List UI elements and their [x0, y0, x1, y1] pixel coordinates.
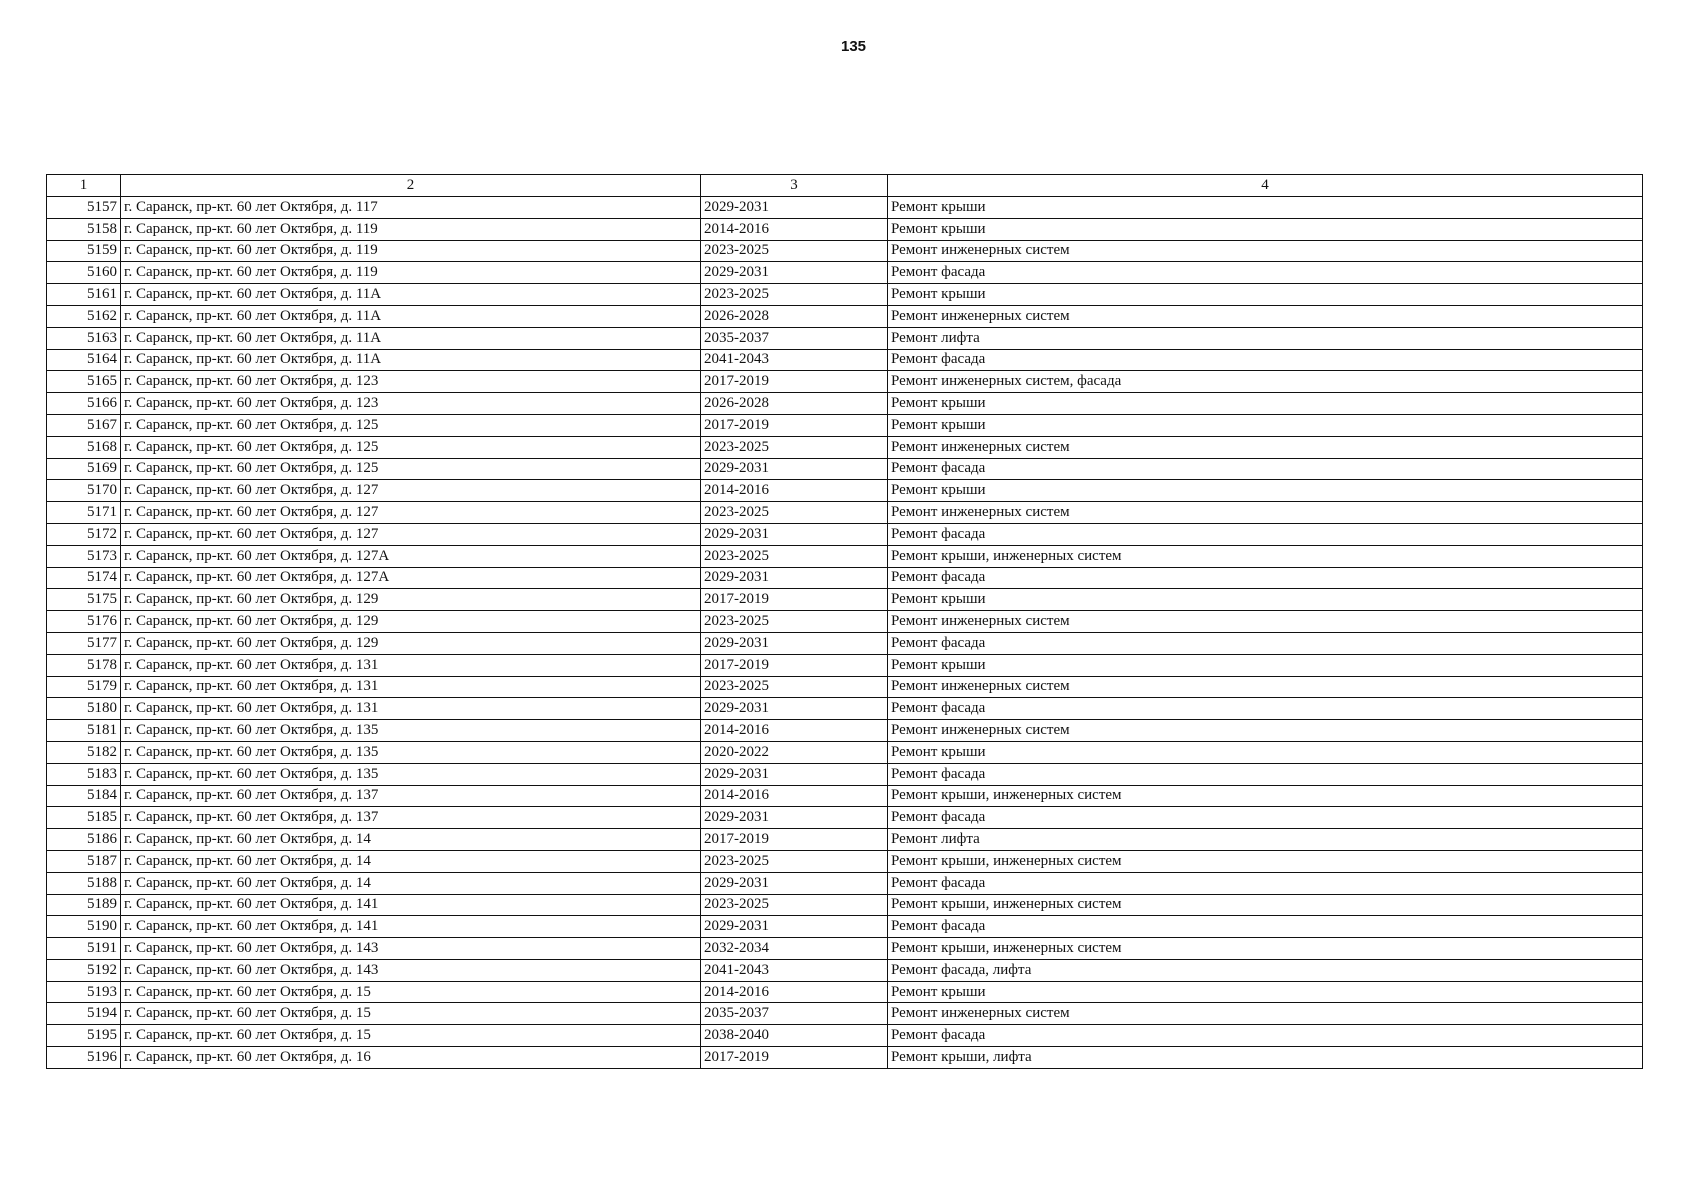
row-number: 5169: [47, 458, 121, 480]
address-cell: г. Саранск, пр-кт. 60 лет Октября, д. 137: [121, 785, 701, 807]
address-cell: г. Саранск, пр-кт. 60 лет Октября, д. 125: [121, 414, 701, 436]
period-cell: 2029-2031: [701, 698, 888, 720]
address-cell: г. Саранск, пр-кт. 60 лет Октября, д. 123: [121, 371, 701, 393]
work-type-cell: Ремонт фасада: [888, 567, 1643, 589]
table-row: [47, 741, 1643, 763]
period-cell: 2029-2031: [701, 197, 888, 219]
table-row: [47, 545, 1643, 567]
work-type-cell: Ремонт фасада: [888, 698, 1643, 720]
row-number: 5189: [47, 894, 121, 916]
period-cell: 2023-2025: [701, 502, 888, 524]
address-cell: г. Саранск, пр-кт. 60 лет Октября, д. 143: [121, 959, 701, 981]
address-cell: г. Саранск, пр-кт. 60 лет Октября, д. 127: [121, 523, 701, 545]
address-cell: г. Саранск, пр-кт. 60 лет Октября, д. 129: [121, 611, 701, 633]
address-cell: г. Саранск, пр-кт. 60 лет Октября, д. 131: [121, 676, 701, 698]
table-row: [47, 959, 1643, 981]
period-cell: 2038-2040: [701, 1025, 888, 1047]
table-row: [47, 262, 1643, 284]
work-type-cell: Ремонт фасада: [888, 807, 1643, 829]
address-cell: г. Саранск, пр-кт. 60 лет Октября, д. 141: [121, 916, 701, 938]
address-cell: г. Саранск, пр-кт. 60 лет Октября, д. 143: [121, 938, 701, 960]
work-type-cell: Ремонт инженерных систем: [888, 502, 1643, 524]
column-header-3: 3: [701, 175, 888, 197]
table-row: [47, 785, 1643, 807]
period-cell: 2029-2031: [701, 458, 888, 480]
period-cell: 2017-2019: [701, 1047, 888, 1069]
work-type-cell: Ремонт крыши: [888, 654, 1643, 676]
address-cell: г. Саранск, пр-кт. 60 лет Октября, д. 15: [121, 1025, 701, 1047]
period-cell: 2029-2031: [701, 807, 888, 829]
table-row: [47, 1025, 1643, 1047]
address-cell: г. Саранск, пр-кт. 60 лет Октября, д. 135: [121, 741, 701, 763]
row-number: 5171: [47, 502, 121, 524]
work-type-cell: Ремонт крыши, инженерных систем: [888, 545, 1643, 567]
work-type-cell: Ремонт фасада: [888, 458, 1643, 480]
row-number: 5196: [47, 1047, 121, 1069]
work-type-cell: Ремонт инженерных систем: [888, 240, 1643, 262]
table-row: [47, 632, 1643, 654]
row-number: 5174: [47, 567, 121, 589]
repair-schedule-table: [46, 174, 1643, 1069]
period-cell: 2014-2016: [701, 720, 888, 742]
address-cell: г. Саранск, пр-кт. 60 лет Октября, д. 14: [121, 829, 701, 851]
address-cell: г. Саранск, пр-кт. 60 лет Октября, д. 11А: [121, 284, 701, 306]
period-cell: 2023-2025: [701, 676, 888, 698]
address-cell: г. Саранск, пр-кт. 60 лет Октября, д. 14: [121, 850, 701, 872]
work-type-cell: Ремонт фасада: [888, 523, 1643, 545]
address-cell: г. Саранск, пр-кт. 60 лет Октября, д. 11А: [121, 349, 701, 371]
work-type-cell: Ремонт крыши: [888, 414, 1643, 436]
work-type-cell: Ремонт фасада: [888, 1025, 1643, 1047]
table-row: [47, 916, 1643, 938]
period-cell: 2035-2037: [701, 1003, 888, 1025]
row-number: 5185: [47, 807, 121, 829]
table-row: [47, 197, 1643, 219]
row-number: 5167: [47, 414, 121, 436]
row-number: 5161: [47, 284, 121, 306]
work-type-cell: Ремонт крыши: [888, 480, 1643, 502]
row-number: 5184: [47, 785, 121, 807]
row-number: 5163: [47, 327, 121, 349]
period-cell: 2041-2043: [701, 959, 888, 981]
row-number: 5179: [47, 676, 121, 698]
table-row: [47, 371, 1643, 393]
address-cell: г. Саранск, пр-кт. 60 лет Октября, д. 131: [121, 654, 701, 676]
table-row: [47, 807, 1643, 829]
work-type-cell: Ремонт инженерных систем: [888, 436, 1643, 458]
address-cell: г. Саранск, пр-кт. 60 лет Октября, д. 14: [121, 872, 701, 894]
table-row: [47, 218, 1643, 240]
address-cell: г. Саранск, пр-кт. 60 лет Октября, д. 127: [121, 480, 701, 502]
period-cell: 2014-2016: [701, 218, 888, 240]
address-cell: г. Саранск, пр-кт. 60 лет Октября, д. 125: [121, 436, 701, 458]
row-number: 5194: [47, 1003, 121, 1025]
period-cell: 2032-2034: [701, 938, 888, 960]
table-header: [47, 175, 1643, 197]
period-cell: 2035-2037: [701, 327, 888, 349]
address-cell: г. Саранск, пр-кт. 60 лет Октября, д. 131: [121, 698, 701, 720]
address-cell: г. Саранск, пр-кт. 60 лет Октября, д. 123: [121, 393, 701, 415]
period-cell: 2023-2025: [701, 894, 888, 916]
row-number: 5177: [47, 632, 121, 654]
table-row: [47, 720, 1643, 742]
table-body: [47, 197, 1643, 1069]
period-cell: 2017-2019: [701, 371, 888, 393]
table-row: [47, 393, 1643, 415]
period-cell: 2026-2028: [701, 305, 888, 327]
address-cell: г. Саранск, пр-кт. 60 лет Октября, д. 119: [121, 218, 701, 240]
address-cell: г. Саранск, пр-кт. 60 лет Октября, д. 117: [121, 197, 701, 219]
table-row: [47, 349, 1643, 371]
row-number: 5180: [47, 698, 121, 720]
table-row: [47, 480, 1643, 502]
row-number: 5165: [47, 371, 121, 393]
address-cell: г. Саранск, пр-кт. 60 лет Октября, д. 137: [121, 807, 701, 829]
period-cell: 2017-2019: [701, 589, 888, 611]
work-type-cell: Ремонт инженерных систем: [888, 305, 1643, 327]
period-cell: 2023-2025: [701, 436, 888, 458]
table-row: [47, 327, 1643, 349]
row-number: 5158: [47, 218, 121, 240]
table-row: [47, 589, 1643, 611]
address-cell: г. Саранск, пр-кт. 60 лет Октября, д. 15: [121, 1003, 701, 1025]
work-type-cell: Ремонт крыши: [888, 589, 1643, 611]
table-row: [47, 611, 1643, 633]
period-cell: 2014-2016: [701, 981, 888, 1003]
row-number: 5188: [47, 872, 121, 894]
work-type-cell: Ремонт крыши: [888, 218, 1643, 240]
page-number: 135: [840, 38, 867, 55]
table-row: [47, 676, 1643, 698]
row-number: 5166: [47, 393, 121, 415]
work-type-cell: Ремонт крыши: [888, 741, 1643, 763]
work-type-cell: Ремонт инженерных систем: [888, 1003, 1643, 1025]
column-header-4: 4: [888, 175, 1643, 197]
period-cell: 2023-2025: [701, 284, 888, 306]
work-type-cell: Ремонт фасада: [888, 872, 1643, 894]
period-cell: 2014-2016: [701, 785, 888, 807]
table-row: [47, 523, 1643, 545]
work-type-cell: Ремонт фасада: [888, 632, 1643, 654]
row-number: 5186: [47, 829, 121, 851]
table-row: [47, 938, 1643, 960]
work-type-cell: Ремонт крыши, инженерных систем: [888, 894, 1643, 916]
address-cell: г. Саранск, пр-кт. 60 лет Октября, д. 135: [121, 763, 701, 785]
row-number: 5160: [47, 262, 121, 284]
address-cell: г. Саранск, пр-кт. 60 лет Октября, д. 16: [121, 1047, 701, 1069]
row-number: 5170: [47, 480, 121, 502]
period-cell: 2026-2028: [701, 393, 888, 415]
address-cell: г. Саранск, пр-кт. 60 лет Октября, д. 119: [121, 240, 701, 262]
row-number: 5181: [47, 720, 121, 742]
address-cell: г. Саранск, пр-кт. 60 лет Октября, д. 15: [121, 981, 701, 1003]
work-type-cell: Ремонт фасада: [888, 916, 1643, 938]
table-row: [47, 698, 1643, 720]
row-number: 5192: [47, 959, 121, 981]
work-type-cell: Ремонт крыши: [888, 197, 1643, 219]
period-cell: 2023-2025: [701, 850, 888, 872]
table-row: [47, 414, 1643, 436]
table-row: [47, 502, 1643, 524]
work-type-cell: Ремонт фасада: [888, 349, 1643, 371]
table-row: [47, 981, 1643, 1003]
work-type-cell: Ремонт крыши: [888, 284, 1643, 306]
period-cell: 2017-2019: [701, 414, 888, 436]
row-number: 5168: [47, 436, 121, 458]
row-number: 5183: [47, 763, 121, 785]
table-row: [47, 1003, 1643, 1025]
row-number: 5173: [47, 545, 121, 567]
row-number: 5190: [47, 916, 121, 938]
header-row: [47, 175, 1643, 197]
column-header-2: 2: [121, 175, 701, 197]
work-type-cell: Ремонт фасада: [888, 262, 1643, 284]
address-cell: г. Саранск, пр-кт. 60 лет Октября, д. 127: [121, 502, 701, 524]
row-number: 5176: [47, 611, 121, 633]
address-cell: г. Саранск, пр-кт. 60 лет Октября, д. 119: [121, 262, 701, 284]
work-type-cell: Ремонт фасада, лифта: [888, 959, 1643, 981]
work-type-cell: Ремонт крыши: [888, 393, 1643, 415]
row-number: 5162: [47, 305, 121, 327]
work-type-cell: Ремонт фасада: [888, 763, 1643, 785]
address-cell: г. Саранск, пр-кт. 60 лет Октября, д. 135: [121, 720, 701, 742]
column-header-1: 1: [47, 175, 121, 197]
table-row: [47, 894, 1643, 916]
period-cell: 2029-2031: [701, 763, 888, 785]
period-cell: 2029-2031: [701, 872, 888, 894]
work-type-cell: Ремонт инженерных систем: [888, 611, 1643, 633]
period-cell: 2041-2043: [701, 349, 888, 371]
work-type-cell: Ремонт крыши, инженерных систем: [888, 938, 1643, 960]
period-cell: 2023-2025: [701, 611, 888, 633]
row-number: 5157: [47, 197, 121, 219]
address-cell: г. Саранск, пр-кт. 60 лет Октября, д. 11А: [121, 327, 701, 349]
period-cell: 2029-2031: [701, 567, 888, 589]
table-row: [47, 436, 1643, 458]
address-cell: г. Саранск, пр-кт. 60 лет Октября, д. 141: [121, 894, 701, 916]
period-cell: 2017-2019: [701, 654, 888, 676]
table-row: [47, 567, 1643, 589]
period-cell: 2017-2019: [701, 829, 888, 851]
table-row: [47, 1047, 1643, 1069]
row-number: 5159: [47, 240, 121, 262]
row-number: 5195: [47, 1025, 121, 1047]
table-row: [47, 284, 1643, 306]
table-row: [47, 829, 1643, 851]
table-row: [47, 872, 1643, 894]
period-cell: 2029-2031: [701, 523, 888, 545]
table-row: [47, 763, 1643, 785]
address-cell: г. Саранск, пр-кт. 60 лет Октября, д. 129: [121, 632, 701, 654]
address-cell: г. Саранск, пр-кт. 60 лет Октября, д. 125: [121, 458, 701, 480]
work-type-cell: Ремонт лифта: [888, 327, 1643, 349]
period-cell: 2020-2022: [701, 741, 888, 763]
row-number: 5178: [47, 654, 121, 676]
table-row: [47, 850, 1643, 872]
period-cell: 2029-2031: [701, 632, 888, 654]
row-number: 5172: [47, 523, 121, 545]
table-row: [47, 654, 1643, 676]
work-type-cell: Ремонт крыши, инженерных систем: [888, 850, 1643, 872]
row-number: 5187: [47, 850, 121, 872]
period-cell: 2023-2025: [701, 240, 888, 262]
address-cell: г. Саранск, пр-кт. 60 лет Октября, д. 129: [121, 589, 701, 611]
row-number: 5164: [47, 349, 121, 371]
work-type-cell: Ремонт инженерных систем: [888, 676, 1643, 698]
period-cell: 2029-2031: [701, 262, 888, 284]
row-number: 5175: [47, 589, 121, 611]
period-cell: 2023-2025: [701, 545, 888, 567]
table-row: [47, 240, 1643, 262]
address-cell: г. Саранск, пр-кт. 60 лет Октября, д. 127А: [121, 545, 701, 567]
table-row: [47, 458, 1643, 480]
work-type-cell: Ремонт лифта: [888, 829, 1643, 851]
work-type-cell: Ремонт крыши, инженерных систем: [888, 785, 1643, 807]
row-number: 5191: [47, 938, 121, 960]
period-cell: 2014-2016: [701, 480, 888, 502]
row-number: 5193: [47, 981, 121, 1003]
table-row: [47, 305, 1643, 327]
address-cell: г. Саранск, пр-кт. 60 лет Октября, д. 11А: [121, 305, 701, 327]
work-type-cell: Ремонт инженерных систем, фасада: [888, 371, 1643, 393]
work-type-cell: Ремонт крыши: [888, 981, 1643, 1003]
row-number: 5182: [47, 741, 121, 763]
work-type-cell: Ремонт инженерных систем: [888, 720, 1643, 742]
period-cell: 2029-2031: [701, 916, 888, 938]
address-cell: г. Саранск, пр-кт. 60 лет Октября, д. 127А: [121, 567, 701, 589]
work-type-cell: Ремонт крыши, лифта: [888, 1047, 1643, 1069]
